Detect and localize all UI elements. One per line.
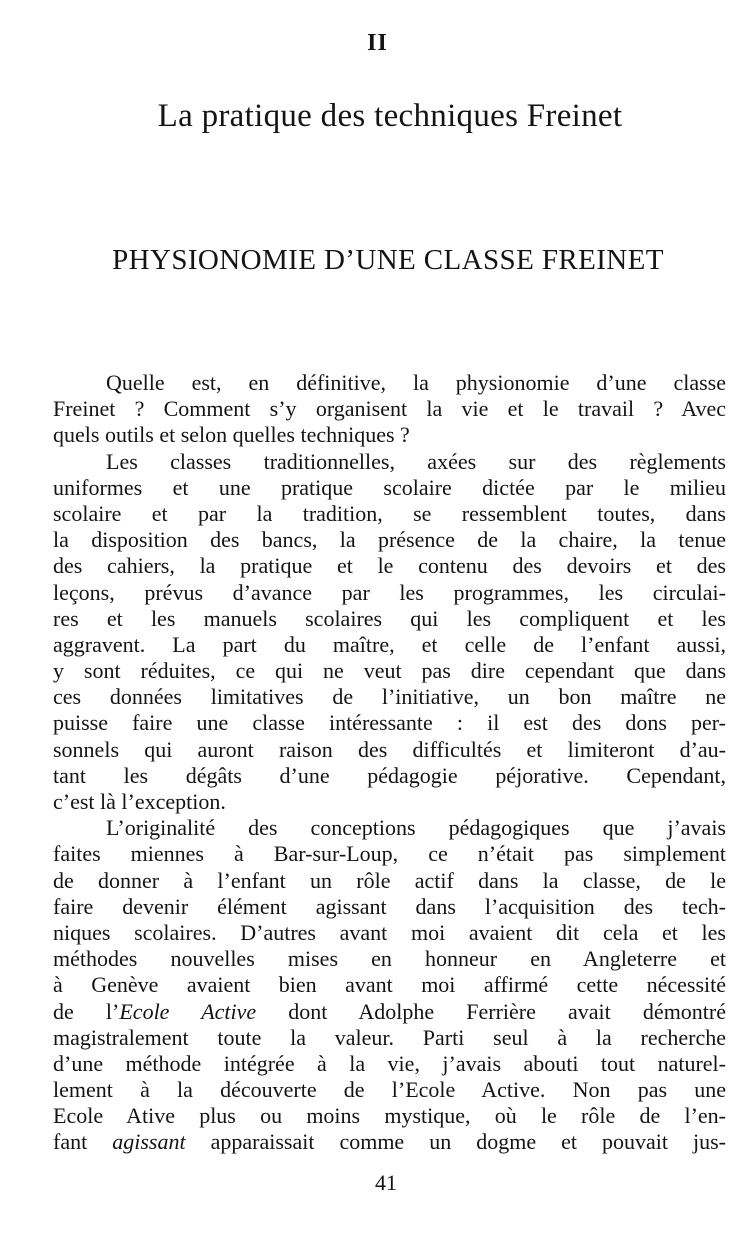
text-line: à Genève avaient bien avant moi affirmé cette nécessité xyxy=(53,972,726,998)
text-line: tant les dégâts d’une pédagogie péjorative. Cependant, xyxy=(53,762,726,788)
section-title: PHYSIONOMIE D’UNE CLASSE FREINET xyxy=(112,244,664,276)
line-text-before: de l’ xyxy=(53,998,120,1024)
text-line: d’une méthode intégrée à la vie, j’avais abouti tout naturel- xyxy=(53,1050,726,1076)
text-line: scolaire et par la tradition, se ressemblent toutes, dans xyxy=(53,500,726,526)
text-line: L’originalité des conceptions pédagogiques que j’avais xyxy=(106,815,726,841)
text-line xyxy=(53,999,726,1025)
text-line: Freinet ? Comment s’y organisent la vie et le travail ? Avec xyxy=(53,396,726,422)
text-line: leçons, prévus d’avance par les programmes, les circulai- xyxy=(53,579,726,605)
text-line: la disposition des bancs, la présence de la chaire, la tenue xyxy=(53,527,726,553)
paragraph xyxy=(53,449,726,816)
text-line: Ecole Ative plus ou moins mystique, où le rôle de l’en- xyxy=(53,1103,726,1129)
text-line: quels outils et selon quelles techniques ? xyxy=(53,422,410,448)
emphasis-agissant: agissant xyxy=(112,1129,186,1155)
page-number: 41 xyxy=(375,1170,397,1195)
body-text xyxy=(53,370,726,1156)
text-line: y sont réduites, ce qui ne veut pas dire cependant que dans xyxy=(53,658,726,684)
chapter-number: II xyxy=(367,30,388,56)
text-line: res et les manuels scolaires qui les compliquent et les xyxy=(53,605,726,631)
chapter-title: La pratique des techniques Freinet xyxy=(157,98,623,134)
text-line: de donner à l’enfant un rôle actif dans la classe, de le xyxy=(53,867,726,893)
text-line: Les classes traditionnelles, axées sur des règlements xyxy=(106,448,726,474)
text-line xyxy=(53,1129,726,1155)
text-line: Quelle est, en définitive, la physionomie d’une classe xyxy=(106,370,726,395)
text-line: puisse faire une classe intéressante : il est des dons per- xyxy=(53,710,726,736)
text-line: sonnels qui auront raison des difficultés et limiteront d’au- xyxy=(53,736,726,762)
text-line: lement à la découverte de l’Ecole Active. Non pas une xyxy=(53,1077,726,1103)
text-line: magistralement toute la valeur. Parti seul à la recherche xyxy=(53,1024,726,1050)
text-line: niques scolaires. D’autres avant moi avaient dit cela et les xyxy=(53,919,726,945)
text-line: méthodes nouvelles mises en honneur en Angleterre et xyxy=(53,946,726,972)
paragraph xyxy=(53,370,726,449)
line-text-after: dont Adolphe Ferrière avait démontré xyxy=(256,998,727,1024)
text-line: faire devenir élément agissant dans l’acquisition des tech- xyxy=(53,893,726,919)
text-line: des cahiers, la pratique et le contenu des devoirs et des xyxy=(53,553,726,579)
text-line: ces données limitatives de l’initiative, un bon maître ne xyxy=(53,684,726,710)
line-text-before: fant xyxy=(53,1129,113,1155)
text-line: uniformes et une pratique scolaire dictée par le milieu xyxy=(53,474,726,500)
text-line: c’est là l’exception. xyxy=(53,789,226,814)
emphasis-ecole-active: Ecole Active xyxy=(119,998,257,1024)
line-text-after: apparaissait comme un dogme et pouvait jus- xyxy=(185,1129,727,1155)
text-line: faites miennes à Bar-sur-Loup, ce n’était pas simplement xyxy=(53,841,726,867)
paragraph xyxy=(53,815,726,1155)
text-line: aggravent. La part du maître, et celle de l’enfant aussi, xyxy=(53,631,726,657)
